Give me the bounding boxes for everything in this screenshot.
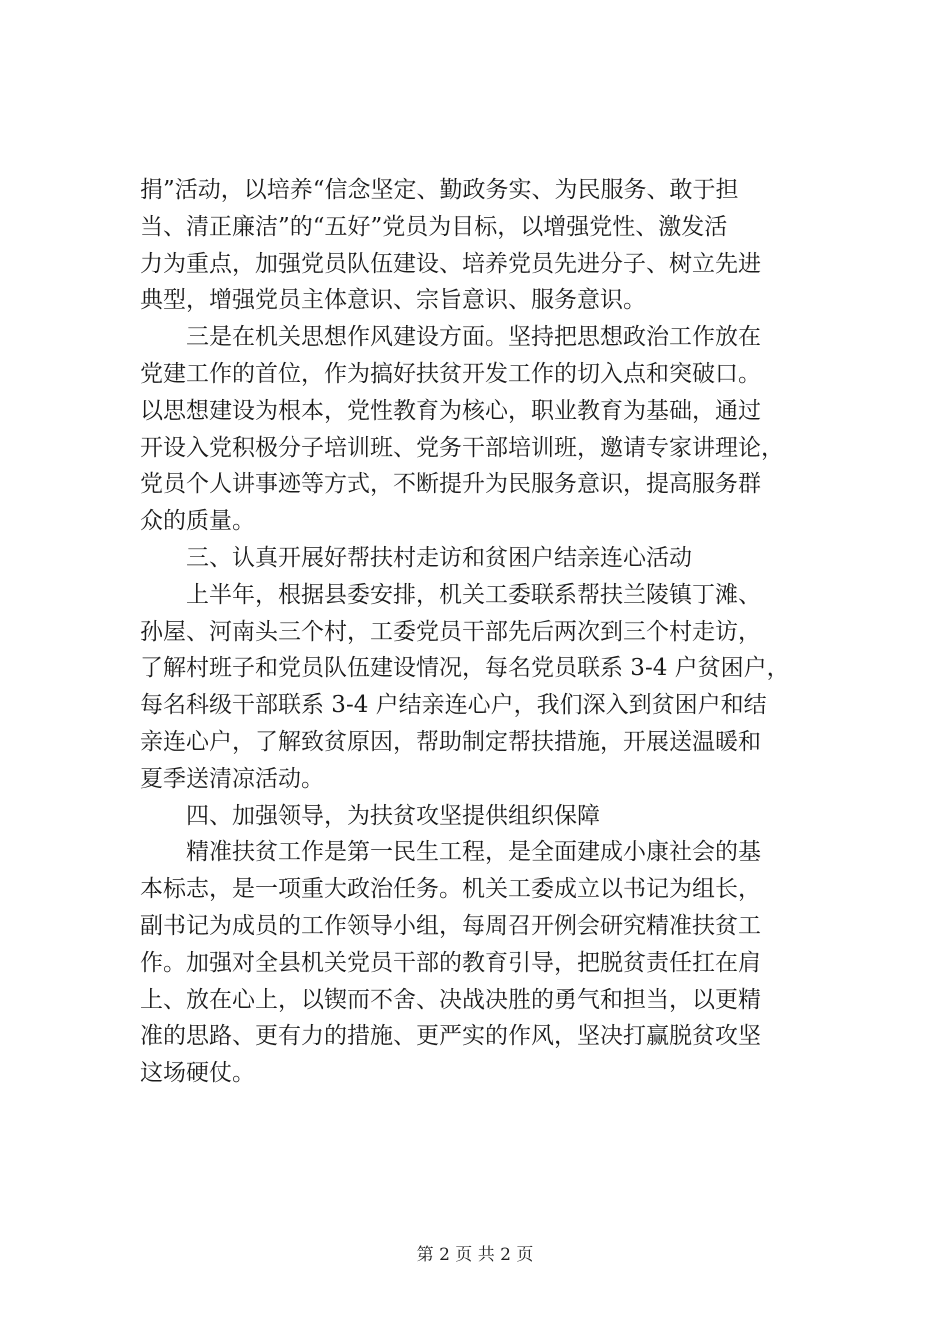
text-line: 力为重点，加强党员队伍建设、培养党员先进分子、树立先进 (140, 250, 761, 277)
text-line: 作。加强对全县机关党员干部的教育引导，把脱贫责任扛在肩 (140, 949, 761, 976)
text-line: 本标志，是一项重大政治任务。机关工委成立以书记为组长， (140, 876, 761, 903)
page-footer: 第 2 页 共 2 页 (416, 1245, 534, 1265)
text-line: 捐”活动，以培养“信念坚定、勤政务实、为民服务、敢于担 (140, 177, 739, 203)
text-line: 三、认真开展好帮扶村走访和贫困户结亲连心活动 (186, 544, 692, 571)
text-line: 党建工作的首位，作为搞好扶贫开发工作的切入点和突破口。 (140, 360, 761, 387)
text-line: 上、放在心上，以锲而不舍、决战决胜的勇气和担当，以更精 (140, 986, 761, 1013)
text-line: 准的思路、更有力的措施、更严实的作风，坚决打赢脱贫攻坚 (140, 1023, 761, 1050)
text-line: 三是在机关思想作风建设方面。坚持把思想政治工作放在 (186, 324, 761, 351)
text-line: 众的质量。 (140, 508, 255, 535)
document-body (140, 172, 820, 1092)
text-line: 孙屋、河南头三个村，工委党员干部先后两次到三个村走访， (140, 618, 761, 645)
text-line: 亲连心户，了解致贫原因，帮助制定帮扶措施，开展送温暖和 (140, 728, 761, 755)
text-line: 典型，增强党员主体意识、宗旨意识、服务意识。 (140, 287, 646, 314)
text-line: 副书记为成员的工作领导小组，每周召开例会研究精准扶贫工 (140, 912, 761, 939)
text-line: 每名科级干部联系 3-4 户结亲连心户，我们深入到贫困户和结 (140, 692, 767, 719)
text-line: 开设入党积极分子培训班、党务干部培训班，邀请专家讲理论， (140, 434, 784, 461)
text-line: 当、清正廉洁”的“五好”党员为目标，以增强党性、激发活 (140, 213, 728, 240)
text-line: 四、加强领导，为扶贫攻坚提供组织保障 (186, 802, 600, 829)
text-line: 精准扶贫工作是第一民生工程，是全面建成小康社会的基 (186, 839, 761, 866)
text-line: 上半年，根据县委安排，机关工委联系帮扶兰陵镇丁滩、 (186, 581, 761, 608)
text-line: 以思想建设为根本，党性教育为核心，职业教育为基础，通过 (140, 397, 761, 424)
text-line: 了解村班子和党员队伍建设情况，每名党员联系 3-4 户贫困户， (140, 655, 790, 682)
text-line: 夏季送清凉活动。 (140, 765, 324, 792)
text-line: 这场硬仗。 (140, 1060, 255, 1087)
text-line: 党员个人讲事迹等方式，不断提升为民服务意识，提高服务群 (140, 471, 761, 498)
